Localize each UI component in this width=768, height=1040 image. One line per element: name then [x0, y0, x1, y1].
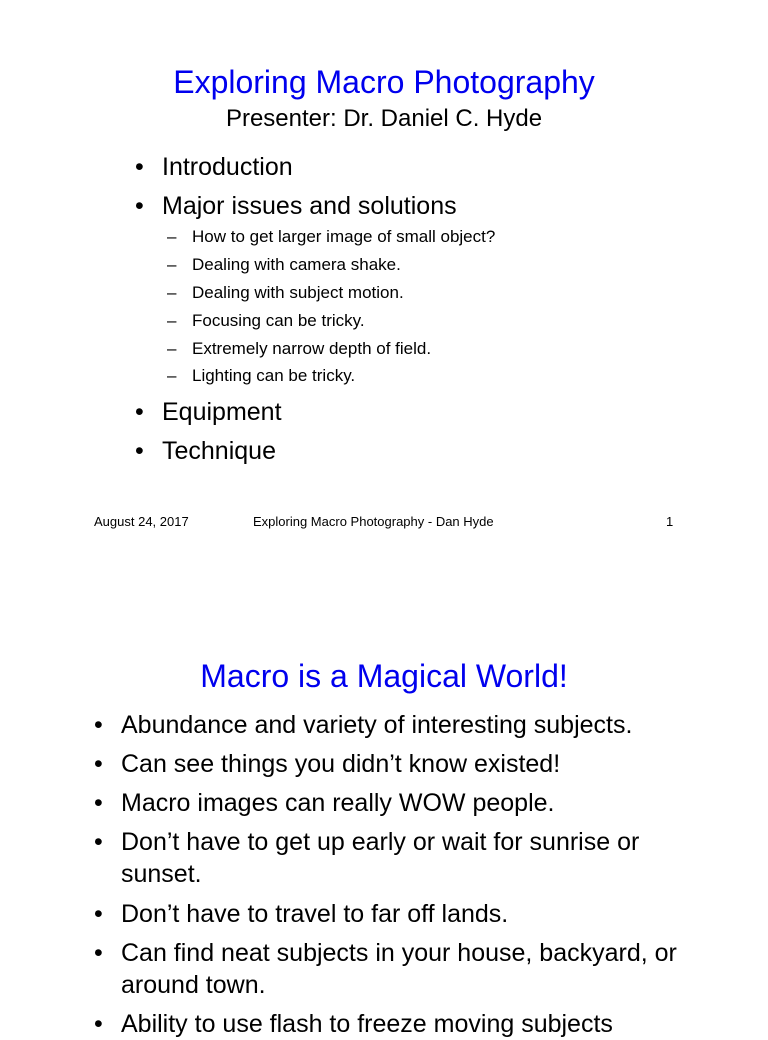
slide-2 [0, 560, 768, 1038]
bullet-item [94, 709, 701, 741]
bullet-item [94, 826, 701, 890]
bullet-item [94, 787, 701, 819]
footer-title: Exploring Macro Photography - Dan Hyde [253, 514, 494, 529]
bullet-item [135, 152, 293, 182]
bullet-item [94, 748, 701, 780]
slide-1-title: Exploring Macro Photography [173, 64, 595, 100]
bullet-marker: • [135, 398, 144, 426]
sub-item [167, 255, 401, 275]
bullet-marker: • [94, 750, 103, 778]
bullet-text: Ability to use flash to freeze moving subjects [121, 1010, 613, 1038]
bullet-text: Technique [162, 437, 276, 465]
bullet-text: Equipment [162, 398, 282, 426]
footer-date: August 24, 2017 [94, 514, 189, 529]
sub-item [167, 227, 496, 247]
dash-marker: – [167, 283, 177, 302]
bullet-item [94, 937, 701, 1001]
bullet-marker: • [135, 192, 144, 220]
dash-marker: – [167, 366, 177, 385]
bullet-marker: • [94, 711, 103, 739]
sub-item [167, 311, 365, 331]
sub-item [167, 339, 432, 359]
sub-item-text: Dealing with camera shake. [192, 255, 401, 274]
bullet-text: Major issues and solutions [162, 192, 457, 220]
bullet-item [94, 898, 701, 930]
bullet-marker: • [135, 437, 144, 465]
sub-item-text: Extremely narrow depth of field. [192, 339, 432, 358]
bullet-marker: • [94, 789, 103, 817]
bullet-text: Don’t have to travel to far off lands. [121, 900, 509, 928]
bullet-item [135, 436, 276, 466]
bullet-marker: • [94, 828, 103, 856]
bullet-item [135, 191, 457, 221]
bullet-text: Abundance and variety of interesting subjects. [121, 711, 633, 739]
bullet-marker: • [94, 939, 103, 967]
sub-item [167, 366, 356, 386]
bullet-marker: • [94, 900, 103, 928]
bullet-text: Introduction [162, 153, 293, 181]
sub-item-text: Dealing with subject motion. [192, 283, 404, 302]
bullet-text: Macro images can really WOW people. [121, 789, 555, 817]
bullet-marker: • [135, 153, 144, 181]
sub-item-text: Focusing can be tricky. [192, 311, 365, 330]
footer-page-number: 1 [666, 514, 674, 529]
bullet-text: Can see things you didn’t know existed! [121, 750, 561, 778]
bullet-text: Can find neat subjects in your house, backyard, or around town. [121, 939, 677, 999]
bullet-text: Don’t have to get up early or wait for sunrise or sunset. [121, 828, 640, 888]
bullet-item [135, 397, 282, 427]
sub-item [167, 283, 404, 303]
slide-2-title: Macro is a Magical World! [200, 658, 568, 694]
sub-item-text: How to get larger image of small object? [192, 227, 496, 246]
bullet-item [94, 1008, 701, 1040]
slide-1-subtitle: Presenter: Dr. Daniel C. Hyde [225, 105, 543, 132]
dash-marker: – [167, 339, 177, 358]
dash-marker: – [167, 227, 177, 246]
sub-item-text: Lighting can be tricky. [192, 366, 356, 385]
dash-marker: – [167, 255, 177, 274]
dash-marker: – [167, 311, 177, 330]
bullet-marker: • [94, 1010, 103, 1038]
